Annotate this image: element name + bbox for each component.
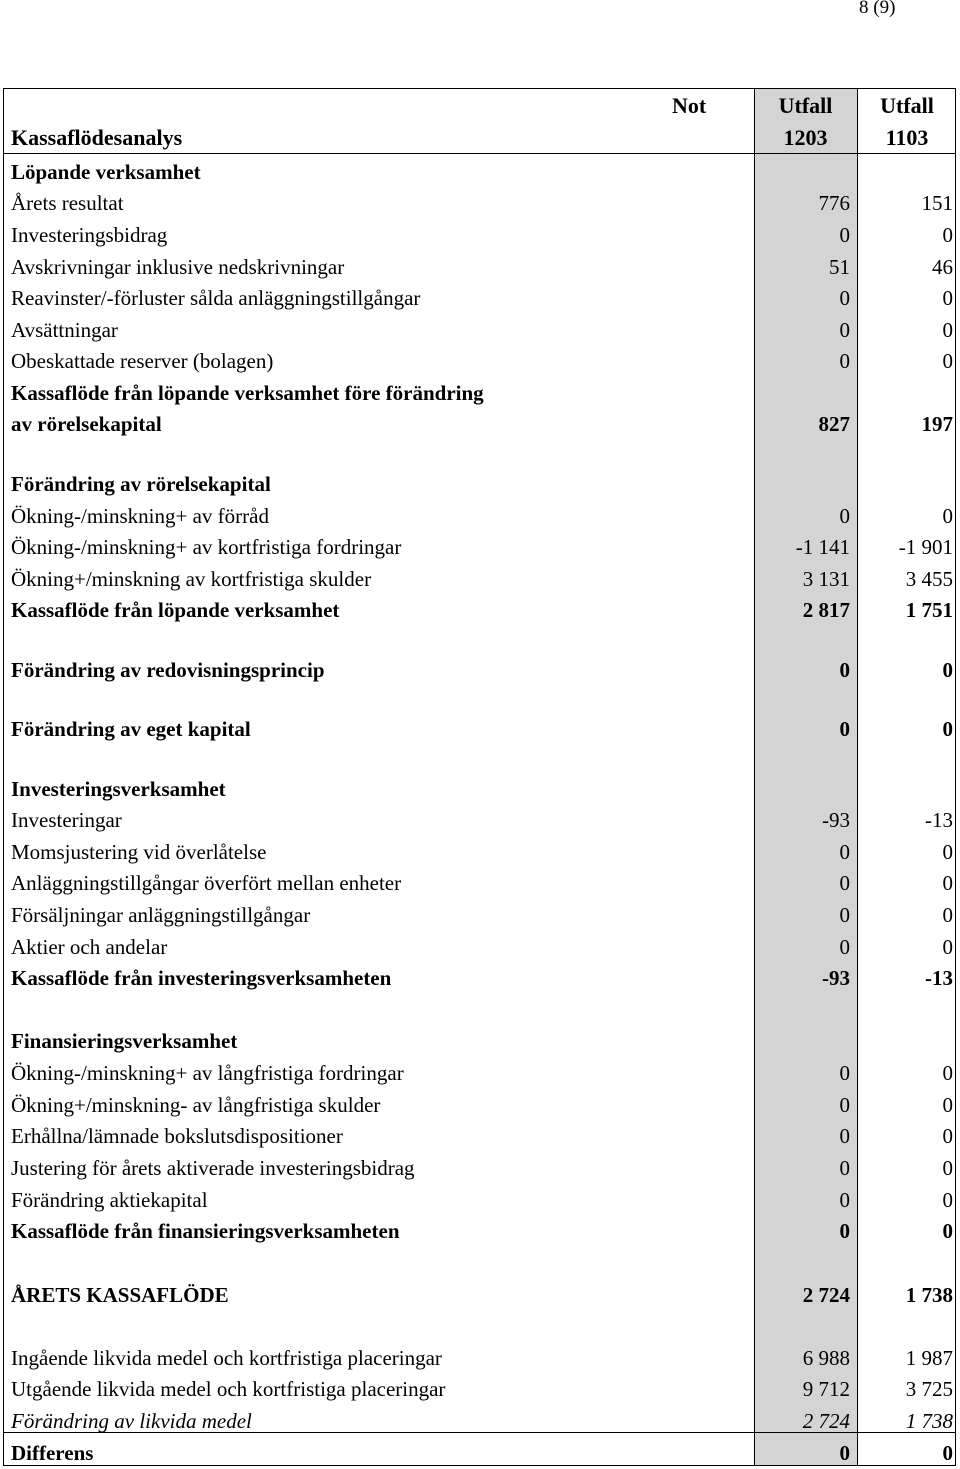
row-value-1203: 0: [839, 1441, 850, 1465]
table-row: [4, 190, 955, 216]
row-value-1103: 0: [942, 840, 953, 864]
row-label: Avskrivningar inklusive nedskrivningar: [11, 255, 345, 279]
row-label: Ökning-/minskning+ av långfristiga fordringar: [11, 1061, 404, 1085]
row-value-1203: 2 817: [802, 598, 850, 622]
row-value-1203: 3 131: [802, 567, 850, 591]
row-value-1103: 0: [942, 286, 953, 310]
page-number: 8 (9): [859, 0, 896, 18]
row-value-1203: 0: [839, 1124, 850, 1148]
row-value-1203: 9 712: [802, 1377, 850, 1401]
table-row: [4, 566, 955, 592]
row-label: Investeringsbidrag: [11, 223, 168, 247]
row-value-1103: 0: [942, 1124, 953, 1148]
table-row: [4, 534, 955, 560]
table-row: [4, 159, 955, 185]
table-row: [4, 807, 955, 833]
row-value-1103: 0: [942, 318, 953, 342]
row-value-1203: 0: [839, 1093, 850, 1117]
col2-header-label: Utfall: [880, 93, 934, 118]
row-value-1203: 776: [818, 191, 850, 215]
row-label: Förändring aktiekapital: [11, 1188, 208, 1212]
row-value-1103: 1 738: [905, 1409, 953, 1433]
row-label: Ökning+/minskning- av långfristiga skulder: [11, 1093, 381, 1117]
table-row: [4, 1060, 955, 1086]
row-value-1203: 0: [839, 286, 850, 310]
row-value-1103: 0: [942, 504, 953, 528]
row-value-1103: 0: [942, 658, 953, 682]
row-value-1103: 0: [942, 1093, 953, 1117]
row-label: Momsjustering vid överlåtelse: [11, 840, 267, 864]
row-value-1203: -1 141: [795, 535, 850, 559]
table-row: [4, 411, 955, 437]
table-row: [4, 1345, 955, 1371]
table-row: [4, 285, 955, 311]
table-row: [4, 1155, 955, 1181]
col2-header-period: 1103: [885, 125, 929, 150]
table-row: [4, 934, 955, 960]
table-title: Kassaflödesanalys: [11, 125, 183, 150]
table-row: [4, 1440, 955, 1466]
row-value-1203: -93: [822, 808, 850, 832]
row-value-1103: 0: [942, 1441, 953, 1465]
table-row: [4, 348, 955, 374]
row-label: Kassaflöde från finansieringsverksamheten: [11, 1219, 400, 1243]
table-row: [4, 1282, 955, 1308]
row-value-1103: 1 987: [905, 1346, 953, 1370]
row-label: Investeringar: [11, 808, 122, 832]
row-value-1203: 0: [839, 1156, 850, 1180]
row-value-1103: 1 751: [905, 598, 953, 622]
row-value-1103: 0: [942, 1188, 953, 1212]
row-value-1203: 0: [839, 903, 850, 927]
row-label: Förändring av redovisningsprincip: [11, 658, 325, 682]
row-value-1203: 6 988: [802, 1346, 850, 1370]
row-label: Löpande verksamhet: [11, 160, 201, 184]
row-value-1203: 0: [839, 318, 850, 342]
table-row: [4, 1123, 955, 1149]
table-row: [4, 716, 955, 742]
row-value-1103: 0: [942, 871, 953, 895]
row-label: Reavinster/-förluster sålda anläggningstillgångar: [11, 286, 421, 310]
row-label: Förändring av rörelsekapital: [11, 472, 271, 496]
row-label: Ökning+/minskning av kortfristiga skulder: [11, 567, 372, 591]
row-label: ÅRETS KASSAFLÖDE: [11, 1283, 229, 1307]
row-label: Ökning-/minskning+ av förråd: [11, 504, 269, 528]
table-row: [4, 839, 955, 865]
row-value-1203: 0: [839, 935, 850, 959]
row-label: Finansieringsverksamhet: [11, 1029, 238, 1053]
row-value-1203: 0: [839, 840, 850, 864]
table-row: [4, 254, 955, 280]
table-row: [4, 1092, 955, 1118]
col1-header-label: Utfall: [778, 93, 833, 118]
table-row: [4, 380, 955, 406]
row-value-1203: 0: [839, 1219, 850, 1243]
header-divider: [4, 153, 955, 154]
table-row: [4, 870, 955, 896]
row-value-1103: 0: [942, 717, 953, 741]
row-label: Kassaflöde från löpande verksamhet före förändring: [11, 381, 484, 405]
row-label: Ingående likvida medel och kortfristiga placeringar: [11, 1346, 442, 1370]
row-label: Kassaflöde från investeringsverksamheten: [11, 966, 392, 990]
row-label: Förändring av likvida medel: [11, 1409, 252, 1433]
row-label: Differens: [11, 1441, 94, 1465]
row-value-1103: 151: [921, 191, 953, 215]
row-value-1103: 0: [942, 349, 953, 373]
row-value-1103: -13: [925, 808, 953, 832]
table-row: [4, 902, 955, 928]
col1-header-period: 1203: [783, 125, 828, 150]
row-value-1203: 0: [839, 658, 850, 682]
row-value-1103: 3 455: [905, 567, 953, 591]
row-value-1103: 1 738: [905, 1283, 953, 1307]
row-value-1103: 0: [942, 1219, 953, 1243]
row-value-1103: 0: [942, 1061, 953, 1085]
table-row: [4, 317, 955, 343]
not-column-header: Not: [672, 93, 707, 118]
row-value-1103: 3 725: [905, 1377, 953, 1401]
cash-flow-table: [3, 88, 956, 1466]
table-row: [4, 597, 955, 623]
table-row: [4, 503, 955, 529]
row-label: Obeskattade reserver (bolagen): [11, 349, 274, 373]
row-value-1203: 827: [818, 412, 850, 436]
row-value-1103: -13: [925, 966, 953, 990]
row-value-1203: 2 724: [802, 1283, 850, 1307]
table-row: [4, 1218, 955, 1244]
row-value-1203: 0: [839, 1188, 850, 1212]
table-row: [4, 657, 955, 683]
row-value-1203: 2 724: [802, 1409, 850, 1433]
row-label: Försäljningar anläggningstillgångar: [11, 903, 311, 927]
table-row: [4, 1376, 955, 1402]
row-value-1203: 0: [839, 504, 850, 528]
row-label: Anläggningstillgångar överfört mellan enheter: [11, 871, 402, 895]
row-value-1103: 0: [942, 223, 953, 247]
row-label: av rörelsekapital: [11, 412, 162, 436]
table-row: [4, 471, 955, 497]
row-label: Avsättningar: [11, 318, 118, 342]
row-label: Ökning-/minskning+ av kortfristiga fordringar: [11, 535, 402, 559]
table-row: [4, 1028, 955, 1054]
row-value-1103: 0: [942, 935, 953, 959]
row-label: Investeringsverksamhet: [11, 777, 226, 801]
row-label: Erhållna/lämnade bokslutsdispositioner: [11, 1124, 343, 1148]
row-value-1203: 51: [829, 255, 850, 279]
row-value-1203: 0: [839, 1061, 850, 1085]
row-label: Utgående likvida medel och kortfristiga placeringar: [11, 1377, 446, 1401]
row-label: Årets resultat: [11, 191, 124, 215]
row-label: Förändring av eget kapital: [11, 717, 251, 741]
row-value-1203: -93: [822, 966, 850, 990]
row-value-1103: 0: [942, 903, 953, 927]
table-row: [4, 222, 955, 248]
row-value-1103: 197: [921, 412, 953, 436]
table-row: [4, 1187, 955, 1213]
row-value-1203: 0: [839, 871, 850, 895]
table-row: [4, 965, 955, 991]
row-label: Aktier och andelar: [11, 935, 168, 959]
row-value-1103: -1 901: [898, 535, 953, 559]
row-value-1103: 0: [942, 1156, 953, 1180]
row-label: Kassaflöde från löpande verksamhet: [11, 598, 340, 622]
row-value-1203: 0: [839, 717, 850, 741]
row-label: Justering för årets aktiverade investeringsbidrag: [11, 1156, 415, 1180]
table-row: [4, 776, 955, 802]
table-row: [4, 1408, 955, 1434]
row-value-1103: 46: [932, 255, 953, 279]
row-value-1203: 0: [839, 349, 850, 373]
row-value-1203: 0: [839, 223, 850, 247]
